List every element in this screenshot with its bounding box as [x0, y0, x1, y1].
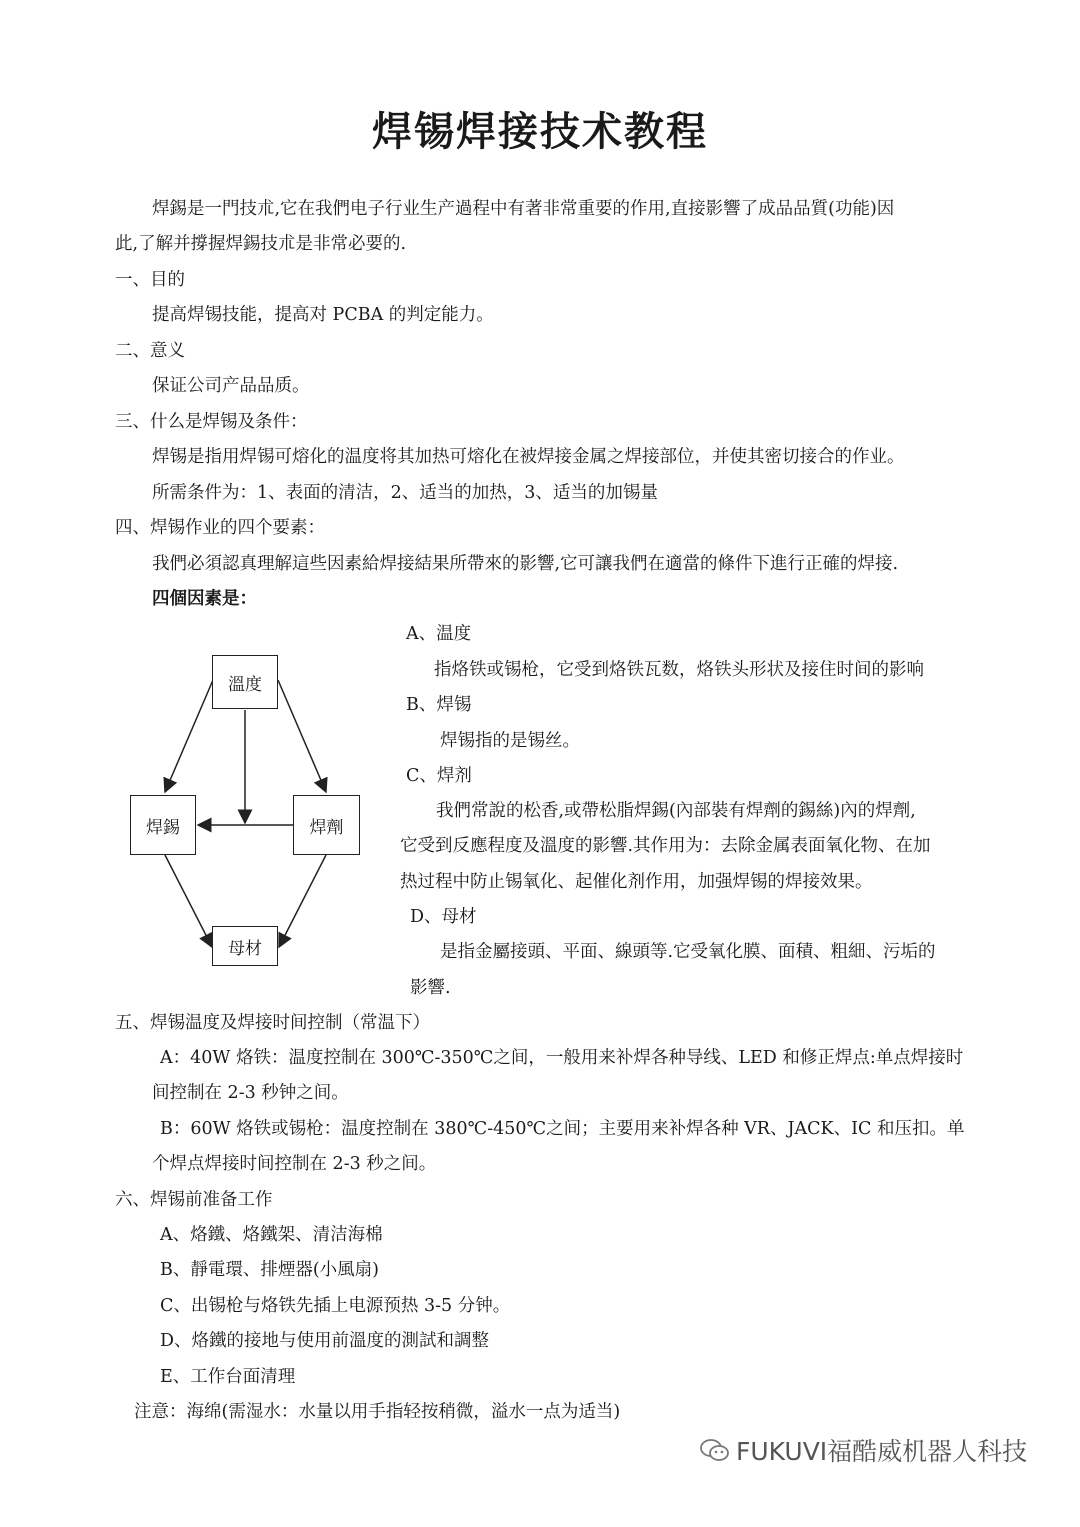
four-factors-diagram	[118, 640, 378, 980]
section-1-body: 提高焊锡技能，提高对 PCBA 的判定能力。	[152, 305, 494, 325]
section-1-heading: 一、目的	[115, 270, 185, 290]
factor-c-text-3: 热过程中防止锡氧化、起催化剂作用，加强焊锡的焊接效果。	[400, 872, 873, 892]
arrow-flux-to-base	[279, 855, 326, 947]
watermark-text: FUKUVI福酷威机器人科技	[736, 1437, 1028, 1466]
prep-item-d: D、烙鐵的接地与使用前溫度的測試和調整	[160, 1331, 490, 1351]
arrow-temp-to-flux	[278, 680, 326, 792]
section-5-a-line-2: 间控制在 2-3 秒钟之间。	[152, 1083, 349, 1103]
factor-c-text-2: 它受到反應程度及溫度的影響.其作用为：去除金属表面氧化物、在加	[400, 836, 931, 856]
section-5-heading: 五、焊锡温度及焊接时间控制（常温下）	[115, 1013, 430, 1033]
intro-line-2: 此,了解并撐握焊錫技朮是非常必要的.	[115, 234, 407, 254]
prep-item-a: A、烙鐵、烙鐵架、清洁海棉	[160, 1225, 383, 1245]
arrow-temp-to-solder	[165, 680, 213, 792]
arrow-solder-to-base	[165, 855, 212, 947]
section-5-b-line-1: B：60W 烙铁或锡枪：温度控制在 380℃-450℃之间；主要用来补焊各种 VR、JACK、IC 和压扣。单	[160, 1119, 965, 1139]
prep-item-c: C、出锡枪与烙铁先插上电源预热 3-5 分钟。	[160, 1296, 511, 1316]
section-4-body: 我們必須認真理解這些因素給焊接結果所帶來的影響,它可讓我們在適當的條件下進行正確的焊接.	[152, 554, 899, 574]
factors-title: 四個因素是：	[152, 589, 257, 609]
prep-note: 注意：海绵(需湿水：水量以用手指轻按稍微，溢水一点为适当)	[134, 1402, 621, 1422]
section-3-body-2: 所需条件为：1、表面的清洁，2、适当的加热，3、适当的加锡量	[152, 483, 658, 503]
section-5-b-line-2: 个焊点焊接时间控制在 2-3 秒之间。	[152, 1154, 437, 1174]
diagram-box-flux: 焊劑	[293, 795, 360, 855]
factor-b-label: B、焊锡	[406, 695, 472, 715]
section-6-heading: 六、焊锡前准备工作	[115, 1190, 273, 1210]
section-4-heading: 四、焊锡作业的四个要素：	[115, 518, 325, 538]
diagram-box-temperature: 溫度	[212, 655, 278, 709]
prep-item-e: E、工作台面清理	[160, 1367, 296, 1387]
wechat-icon	[700, 1438, 730, 1468]
page-title: 焊锡焊接技术教程	[372, 109, 708, 155]
section-3-heading: 三、什么是焊锡及条件：	[115, 412, 308, 432]
section-3-body-1: 焊锡是指用焊锡可熔化的温度将其加热可熔化在被焊接金属之焊接部位，并使其密切接合的作业。	[152, 447, 905, 467]
prep-item-b: B、靜電環、排煙器(小風扇)	[160, 1260, 380, 1280]
factor-c-label: C、焊剂	[406, 766, 472, 786]
intro-line-1: 焊錫是一門技朮,它在我們电子行业生产過程中有著非常重要的作用,直接影響了成品品質(功能)因	[152, 199, 895, 219]
factor-c-text-1: 我們常說的松香,或帶松脂焊錫(內部裝有焊劑的錫絲)內的焊劑,	[436, 801, 916, 821]
section-2-body: 保证公司产品品质。	[152, 376, 310, 396]
factor-d-text-1: 是指金屬接頭、平面、線頭等.它受氧化膜、面積、粗細、污垢的	[440, 942, 936, 962]
factor-a-label: A、温度	[406, 624, 472, 644]
section-2-heading: 二、意义	[115, 341, 185, 361]
diagram-box-base-metal: 母材	[212, 926, 278, 966]
factor-b-text: 焊锡指的是锡丝。	[440, 731, 580, 751]
watermark	[700, 1432, 1027, 1468]
section-5-a-line-1: A：40W 烙铁：温度控制在 300℃-350℃之间，一般用来补焊各种导线、LED 和修正焊点:单点焊接时	[160, 1048, 964, 1068]
diagram-box-solder: 焊錫	[130, 795, 196, 855]
factor-d-label: D、母材	[410, 907, 477, 927]
factor-d-text-2: 影響.	[410, 978, 451, 998]
factor-a-text: 指烙铁或锡枪，它受到烙铁瓦数，烙铁头形状及接住时间的影响	[434, 660, 924, 680]
